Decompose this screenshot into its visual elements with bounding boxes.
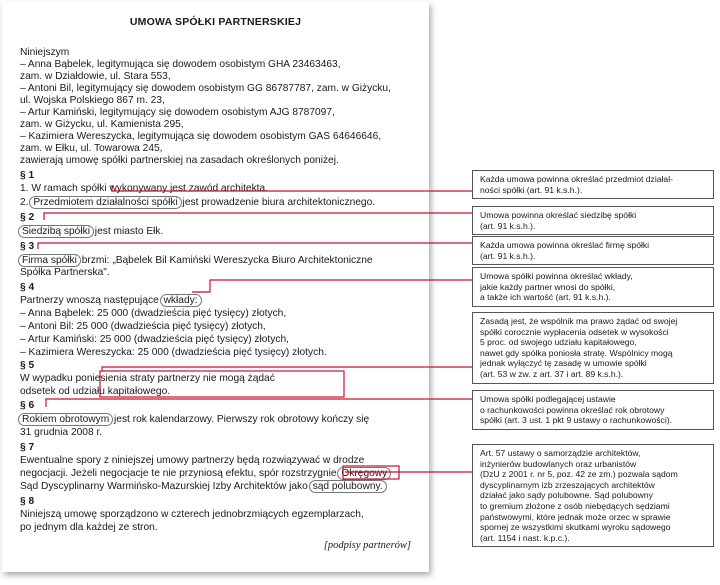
note-line: spółki corocznie wypłacenia odsetek w wysokości: [480, 326, 669, 337]
intro-line: – Anna Bąbelek, legitymująca się dowodem osobistym GHA 23463463,: [20, 59, 341, 70]
intro-line: zam. w Działdowie, ul. Stara 553,: [20, 71, 171, 82]
text-run: 2.: [20, 197, 32, 208]
text-run: Sąd Dyscyplinarny Warmińsko-Mazurskiej Izby Architektów jako: [20, 481, 311, 492]
note-line: spółki (art. 3 ust. 1 pkt 9 ustawy o rachunkowości).: [480, 415, 673, 426]
contract-title: UMOWA SPÓŁKI PARTNERSKIEJ: [129, 16, 302, 28]
intro-line: – Antoni Bil, legitymujący się dowodem osobistym GG 86787787, zam. w Giżycku,: [20, 83, 391, 94]
highlight-court-1: Okręgowy: [337, 467, 391, 480]
note-6: [472, 390, 714, 430]
contract-page: [2, 2, 429, 572]
intro-line: zam. w Ełku, ul. Towarowa 245,: [20, 143, 163, 154]
contribution-item: – Anna Bąbelek: 25 000 (dwadzieścia pięć tysięcy) złotych,: [20, 308, 287, 319]
section-3-line-1: [20, 255, 373, 267]
text-run: jest prowadzenie biura architektonicznego.: [179, 197, 376, 208]
section-8-line-1: Niniejszą umowę sporządzono w czterech jednobrzmiących egzemplarzach,: [20, 509, 364, 520]
section-2-heading: § 2: [20, 212, 35, 223]
note-line: o rachunkowości powinna określać rok obrotowy: [480, 404, 665, 415]
note-line: (art. 1154 i nast. k.p.c.).: [480, 532, 570, 543]
text-run: W wypadku: [20, 373, 76, 384]
note-line: jakie każdy partner wnosi do spółki,: [480, 281, 616, 292]
note-line: (art. 91 k.s.h.).: [480, 220, 536, 231]
highlight-contributions: wkłady:: [160, 294, 202, 307]
section-1-line-2: [20, 197, 375, 209]
note-line: to gremium złożone z osób niebędących sędziami: [480, 500, 670, 511]
signature-placeholder: [podpisy partnerów]: [323, 540, 411, 551]
section-6-line-1: [20, 414, 369, 426]
note-4: [472, 267, 714, 307]
note-line: Każda umowa powinna określać przedmiot działal-: [480, 174, 673, 184]
note-7: [472, 444, 714, 547]
note-line: Umowa spółki powinna określać wkłady,: [480, 271, 633, 281]
note-line: 5 proc. od swojego udziału kapitałowego,: [480, 337, 637, 348]
text-run: wykonywany jest zawód architekta.: [109, 183, 268, 194]
contribution-item: – Kazimiera Wereszycka: 25 000 (dwadzieścia pięć tysięcy) złotych.: [20, 347, 327, 358]
note-line: a także ich wartość (art. 91 k.s.h.).: [480, 292, 611, 303]
highlight-fiscal-year: Rokiem obrotowym: [18, 413, 113, 426]
contribution-item: – Artur Kamiński: 25 000 (dwadzieścia pięć tysięcy) złotych,: [20, 334, 289, 345]
note-line: Umowa powinna określać siedzibę spółki: [480, 210, 637, 220]
intro-line: zawierają umowę spółki partnerskiej na zasadach określonych poniżej.: [20, 155, 339, 166]
note-line: Zasadą jest, że wspólnik ma prawo żądać od swojej: [480, 316, 678, 326]
highlight-subject: Przedmiotem działalności spółki: [29, 196, 181, 209]
intro-line: zam. w Giżycku, ul. Kamienista 295,: [20, 119, 184, 130]
note-line: jednak wyłączyć tę zasadę w umowie spółki: [480, 358, 647, 369]
note-line: państwowymi, które jednak może orzec w sprawie: [480, 511, 671, 522]
section-7-line-2: [20, 468, 389, 480]
intro-line: – Artur Kamiński, legitymujący się dowodem osobistym AJG 8787097,: [20, 107, 335, 118]
intro-line: Niniejszym: [20, 47, 70, 58]
highlight-loss: poniesienia straty partnerzy nie mogą żądać: [75, 373, 275, 384]
note-line: spornej ze wszystkimi skutkami wyroku sądowego: [480, 522, 671, 533]
highlight-court-2: sąd polubowny.: [309, 480, 387, 493]
section-7-line-1: Ewentualne spory z niniejszej umowy partnerzy będą rozwiązywać w drodze: [20, 455, 365, 466]
note-line: ności spółki (art. 91 k.s.h.).: [480, 184, 583, 195]
section-6-line-2: 31 grudnia 2008 r.: [20, 427, 103, 438]
intro-line: ul. Wojska Polskiego 867 m. 23,: [20, 95, 165, 106]
section-6-heading: § 6: [20, 400, 35, 411]
text-run: jest miasto Ełk.: [91, 226, 164, 237]
note-line: (art. 53 w zw. z art. 37 i art. 89 k.s.h.).: [480, 368, 624, 379]
note-line: dyscyplinarnym izb zrzeszających architektów: [480, 479, 655, 490]
text-run: 1. W ramach spółki: [20, 183, 110, 194]
note-line: nawet gdy spółka poniosła stratę. Wspólnicy mogą: [480, 347, 673, 358]
note-line: Art. 57 ustawy o samorządzie architektów,: [480, 448, 641, 458]
note-5: [472, 312, 714, 384]
note-1: [472, 170, 714, 199]
note-line: działać jako sądy polubowne. Sąd polubowny: [480, 490, 653, 501]
intro-line: – Kazimiera Wereszycka, legitymująca się dowodem osobistym GAS 64646646,: [20, 131, 382, 142]
note-2: [472, 206, 714, 235]
highlight-firm: Firma spółki: [18, 254, 81, 267]
contribution-item: – Antoni Bil: 25 000 (dwadzieścia pięć tysięcy) złotych,: [20, 321, 266, 332]
section-5-line-1: [20, 373, 275, 385]
note-line: Umowa spółki podlegającej ustawie: [480, 394, 616, 404]
section-7-heading: § 7: [20, 442, 35, 453]
section-5-heading: § 5: [20, 360, 35, 371]
section-4-heading: § 4: [20, 282, 35, 293]
section-1-line-1: [20, 183, 268, 195]
note-line: inżynierów budowlanych oraz urbanistów: [480, 458, 637, 469]
text-run: jest rok kalendarzowy. Pierwszy rok obrotowy kończy się: [111, 414, 370, 425]
note-line: Każda umowa powinna określać firmę spółki: [480, 240, 650, 250]
note-3: [472, 236, 714, 265]
note-line: (art. 91 k.s.h.).: [480, 250, 536, 261]
section-4-line: [20, 295, 200, 307]
section-3-heading: § 3: [20, 241, 35, 252]
section-5-line-2: odsetek od udziału kapitałowego.: [20, 386, 171, 397]
text-run: brzmi: „Bąbelek Bil Kamiński Wereszycka Biuro Architektoniczne: [78, 255, 373, 266]
section-1-heading: § 1: [20, 170, 35, 181]
section-3-line-2: Spółka Partnerska".: [20, 267, 110, 278]
section-8-heading: § 8: [20, 496, 35, 507]
section-7-line-3: [20, 481, 385, 493]
section-2-line: [20, 226, 163, 238]
text-run: negocjacji. Jeżeli negocjacje te nie przyniosą efektu, spór rozstrzygnie: [20, 468, 340, 479]
section-8-line-2: po jednym dla każdej ze stron.: [20, 522, 158, 533]
highlight-seat: Siedzibą spółki: [18, 225, 94, 238]
text-run: Partnerzy wnoszą następujące: [20, 295, 162, 306]
note-line: (DzU z 2001 r. nr 5, poz. 42 ze zm.) pozwala sądom: [480, 469, 678, 480]
